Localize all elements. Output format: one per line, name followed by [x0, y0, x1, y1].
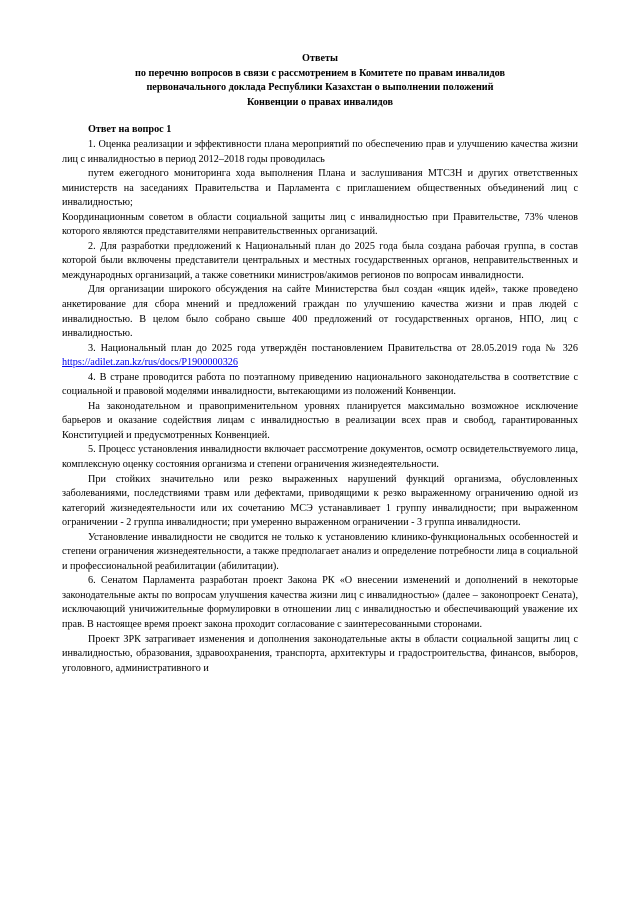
paragraph-9: 5. Процесс установления инвалидности включает рассмотрение документов, осмотр освидетельствуемого лица, комплексную оценку состояния организма и степени ограничения жизнедеятельности.	[62, 444, 578, 470]
paragraph-12: 6. Сенатом Парламента разработан проект Закона РК «О внесении изменений и дополнений в некоторые законодательные акты по вопросам улучшения качества жизни лиц с инвалидностью» (далее – законопроект Сената), исключающий уничижительные формулировки в отношении лиц с инвалидностью и обеспечивающий уважение их прав. В настоящее время проект закона проходит согласование с заинтересованными сторонами.	[62, 575, 578, 631]
title-line-4: Конвенции о правах инвалидов	[247, 96, 393, 108]
title-line-1: Ответы	[302, 53, 338, 64]
paragraph-1: 1. Оценка реализации и эффективности плана мероприятий по обеспечению прав и улучшению качества жизни лиц с инвалидностью в период 2012–2018 годы проводилась	[62, 138, 578, 165]
paragraph-11: Установление инвалидности не сводится не только к установлению клинико-функциональных особенностей и степени ограничения жизнедеятельности, а также предполагает анализ и определение потребности лица в социальной и профессиональной реабилитации (абилитации).	[62, 531, 578, 572]
adilet-link[interactable]: https://adilet.zan.kz/rus/docs/P1900000326	[62, 357, 238, 369]
paragraph-4: 2. Для разработки предложений к Национальный план до 2025 года была создана рабочая группа, в состав которой были включены представители центральных и местных государственных органов, неправительственных и международных организаций, а также советники министров/акимов регионов по вопросам инвалидности.	[62, 240, 578, 281]
paragraph-6-text: 3. Национальный план до 2025 года утверждён постановлением Правительства от 28.05.2019 года № 326	[88, 342, 578, 354]
paragraph-8: На законодательном и правоприменительном уровнях планируется максимально возможное исключение барьеров и оказание содействия лицам с инвалидностью в реализации всех прав и свобод, гарантированных Конституцией и предусмотренных Конвенцией.	[62, 400, 578, 441]
section-heading: Ответ на вопрос 1	[88, 124, 172, 136]
title-line-2: по перечню вопросов в связи с рассмотрением в Комитете по правам инвалидов	[135, 67, 505, 79]
paragraph-7: 4. В стране проводится работа по поэтапному приведению национального законодательства в соответствие с социальной и правовой моделями инвалидности, вытекающими из положений Конвенции.	[62, 371, 578, 398]
paragraph-3: Координационным советом в области социальной защиты лиц с инвалидностью при Правительстве, 73% членов которого являются представителями неправительственных организаций.	[62, 211, 578, 238]
paragraph-2: путем ежегодного мониторинга хода выполнения Плана и заслушивания МТСЗН и других ответственных министерств на заседаниях Правительства и Парламента с приглашением общественных объединений лиц с инвалидностью;	[62, 168, 578, 209]
paragraph-6	[62, 342, 578, 371]
paragraph-10: При стойких значительно или резко выраженных нарушений функций организма, обусловленных заболеваниями, последствиями травм или дефектами, приводящими к резко выраженному ограничению одной из категорий жизнедеятельности или их сочетанию МСЭ устанавливает 1 группу инвалидности; при выраженном ограничении - 2 группа инвалидности; при умеренно выраженном ограничении - 3 группа инвалидности.	[62, 473, 578, 529]
title-line-3: первоначального доклада Республики Казахстан о выполнении положений	[146, 82, 494, 94]
paragraph-5: Для организации широкого обсуждения на сайте Министерства был создан «ящик идей», также проведено анкетирование для сбора мнений и предложений граждан по улучшению качества жизни и прав людей с инвалидностью. В целом было собрано свыше 400 предложений от государственных органов, НПО, лиц с инвалидностью.	[62, 284, 578, 340]
paragraph-13: Проект ЗРК затрагивает изменения и дополнения законодательные акты в области социальной защиты лиц с инвалидностью, образования, здравоохранения, транспорта, архитектуры и градостроительства, финансов, выборов, уголовного, административного и	[62, 633, 578, 674]
document-title	[62, 52, 578, 110]
